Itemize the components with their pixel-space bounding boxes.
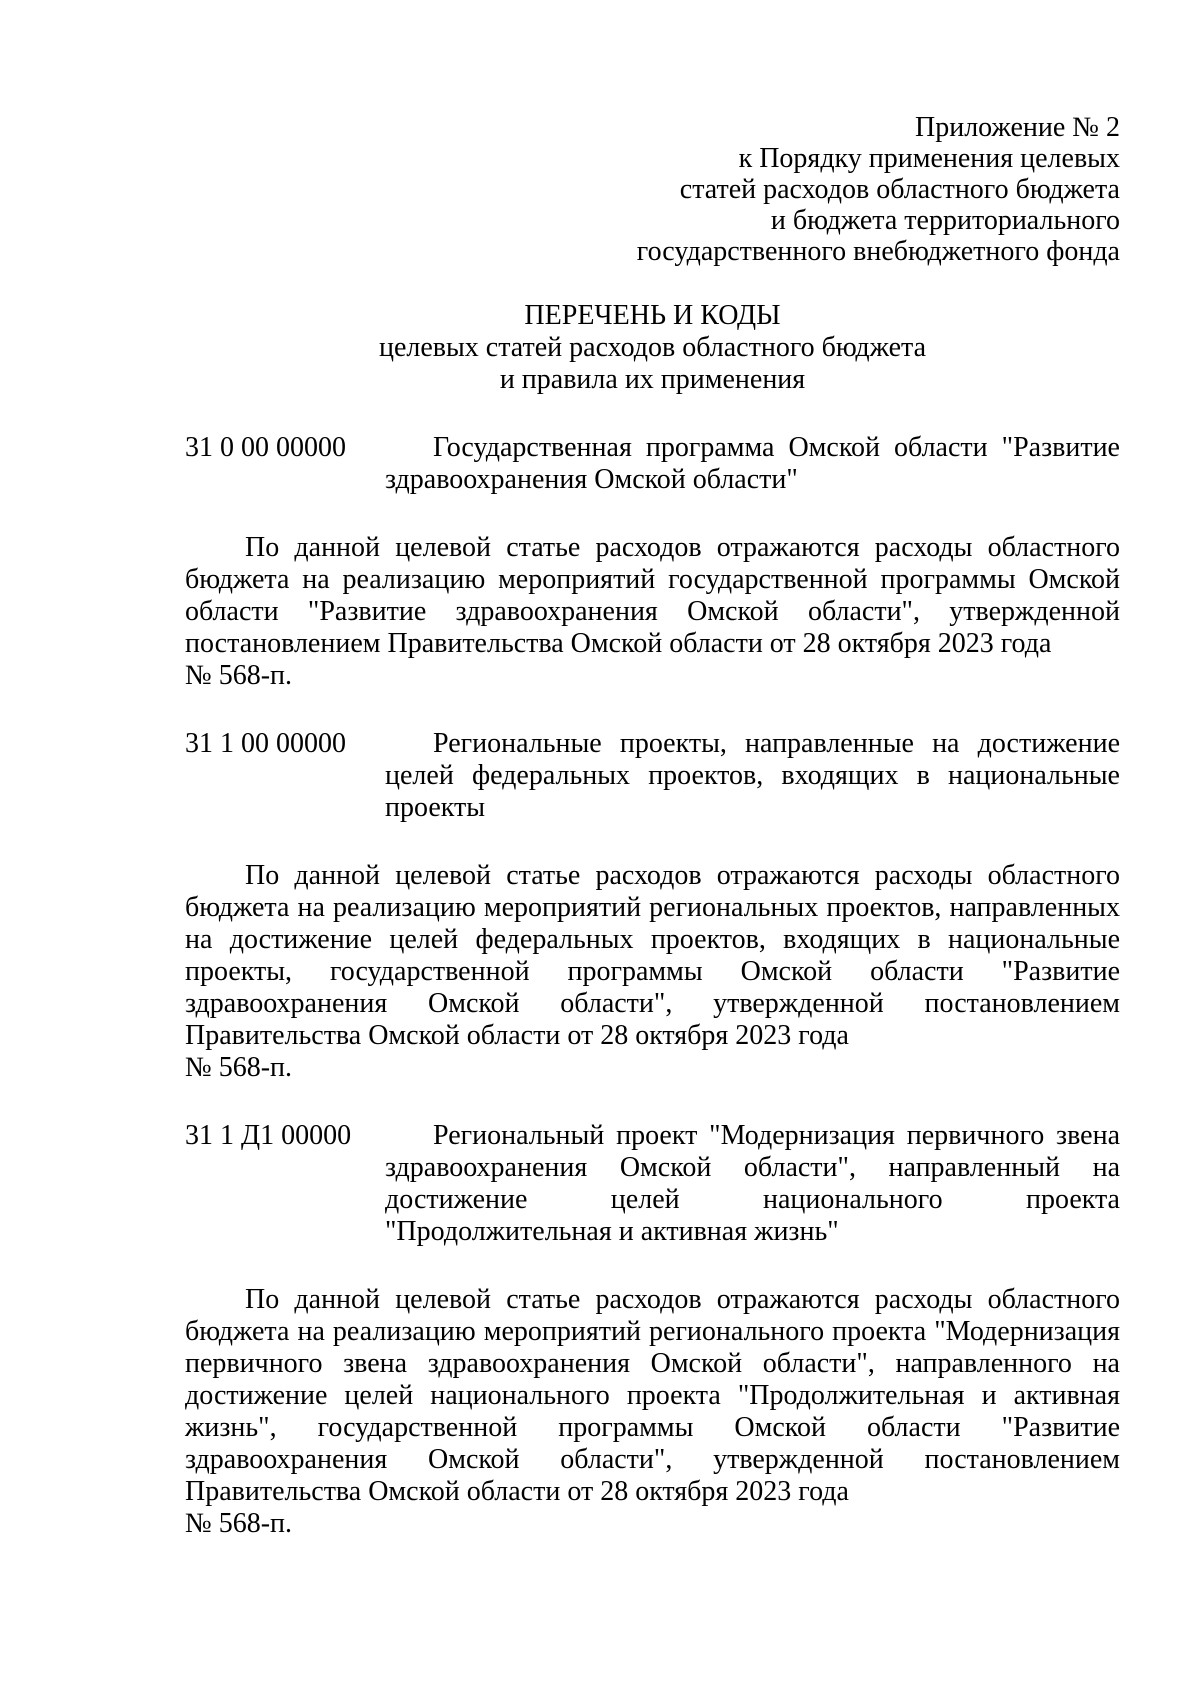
description-end: № 568-п. — [185, 1052, 293, 1083]
document-page — [185, 112, 1120, 1540]
description-end: № 568-п. — [185, 1508, 293, 1539]
title-subtitle: целевых статей расходов областного бюджета — [378, 332, 927, 363]
budget-code-description — [185, 532, 1120, 692]
appendix-line: к Порядку применения целевых — [738, 143, 1120, 174]
description-end: № 568-п. — [185, 660, 293, 691]
appendix-line: государственного внебюджетного фонда — [636, 236, 1120, 267]
appendix-line: и бюджета территориального — [770, 205, 1120, 236]
budget-code-entry — [185, 1120, 1120, 1248]
description-text: По данной целевой статье расходов отражаются расходы областного бюджета на реализацию мероприятий региональных проектов, направленных на достижение целей федеральных проектов, входящих в национальные проекты, государственной программы Омской области "Развитие здравоохранения Омской области", утвержденной постановлением Правительства Омской области от 28 октября 2023 года — [185, 860, 1120, 1051]
budget-code-description — [185, 860, 1120, 1084]
appendix-number: Приложение № 2 — [915, 112, 1120, 143]
title-subtitle: и правила их применения — [499, 364, 806, 395]
title-main: ПЕРЕЧЕНЬ И КОДЫ — [524, 300, 781, 331]
budget-code-entry — [185, 728, 1120, 824]
description-text: По данной целевой статье расходов отражаются расходы областного бюджета на реализацию мероприятий регионального проекта "Модернизация первичного звена здравоохранения Омской области", направленного на достижение целей национального проекта "Продолжительная и активная жизнь", государственной программы Омской области "Развитие здравоохранения Омской области", утвержденной постановлением Правительства Омской области от 28 октября 2023 года — [185, 1284, 1120, 1507]
appendix-line: статей расходов областного бюджета — [679, 174, 1120, 205]
description-text: По данной целевой статье расходов отражаются расходы областного бюджета на реализацию мероприятий государственной программы Омской области "Развитие здравоохранения Омской области", утвержденной постановлением Правительства Омской области от 28 октября 2023 года — [185, 532, 1120, 659]
budget-code-entry — [185, 432, 1120, 496]
budget-code-name: Региональный проект "Модернизация первичного звена здравоохранения Омской области", направленный на достижение целей национального проекта "Продолжительная и активная жизнь" — [385, 1120, 1120, 1247]
document-title — [185, 300, 1120, 396]
budget-code: 31 1 00 00000 — [185, 728, 346, 759]
budget-code: 31 0 00 00000 — [185, 432, 346, 463]
budget-code-name: Государственная программа Омской области "Развитие здравоохранения Омской области" — [385, 432, 1120, 495]
budget-code-name: Региональные проекты, направленные на достижение целей федеральных проектов, входящих в национальные проекты — [385, 728, 1120, 823]
budget-code-description — [185, 1284, 1120, 1540]
appendix-header — [185, 112, 1120, 267]
budget-code: 31 1 Д1 00000 — [185, 1120, 352, 1151]
